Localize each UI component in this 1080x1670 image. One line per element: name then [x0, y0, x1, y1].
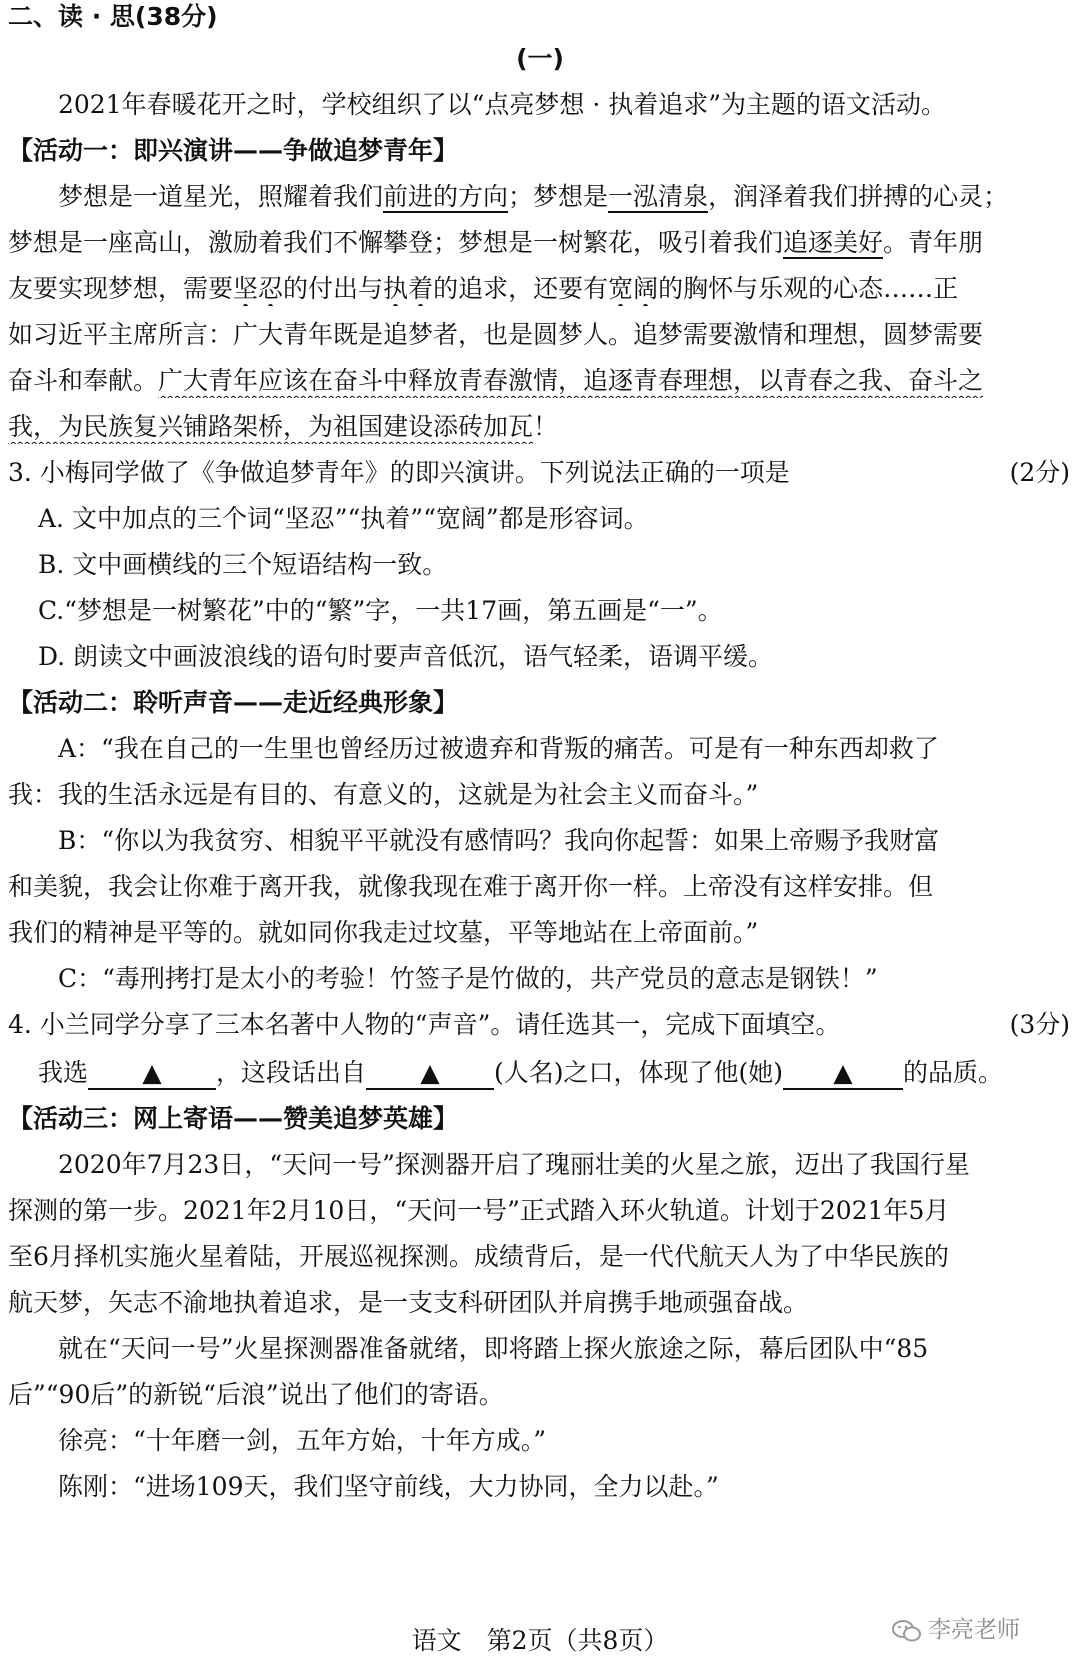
- activity1-line-1: 梦想是一道星光，照耀着我们前进的方向；梦想是一泓清泉，润泽着我们拼搏的心灵；: [58, 182, 1009, 211]
- intro-paragraph: 2021年春暖花开之时，学校组织了以“点亮梦想 · 执着追求”为主题的语文活动。: [58, 90, 947, 119]
- underlined-phrase-3: 追逐美好: [783, 228, 884, 257]
- activity3-line-5: 就在“天问一号”火星探测器准备就绪，即将踏上探火旅途之际，幕后团队中“85: [58, 1334, 929, 1363]
- q4-score: (3分): [1009, 1010, 1070, 1039]
- answer-blank-3[interactable]: ▲: [783, 1058, 903, 1090]
- message-xu-liang: 徐亮：“十年磨一剑，五年方始，十年方成。”: [58, 1426, 547, 1455]
- dotted-char: 执: [383, 274, 409, 303]
- activity1-line-2: 梦想是一座高山，激励着我们不懈攀登；梦想是一树繁花，吸引着我们追逐美好。青年朋: [8, 228, 984, 257]
- wavy-sentence-part-2: 我，为民族复兴铺路架桥，为祖国建设添砖加瓦: [8, 412, 534, 441]
- activity3-line-6: 后”“90后”的新锐“后浪”说出了他们的寄语。: [8, 1380, 504, 1409]
- wechat-icon: [892, 1619, 922, 1643]
- activity2-title: 【活动二：聆听声音——走近经典形象】: [8, 688, 459, 717]
- underlined-phrase-1: 前进的方向: [383, 182, 509, 211]
- answer-blank-1[interactable]: ▲: [88, 1058, 216, 1090]
- quote-b-line-2: 和美貌，我会让你难于离开我，就像我现在难于离开你一样。上帝没有这样安排。但: [8, 872, 934, 901]
- q4-fill-line: 我选 ▲ ，这段话出自 ▲ (人名)之口，体现了他(她) ▲ 的品质。: [38, 1056, 1072, 1090]
- watermark: [892, 1610, 1072, 1650]
- activity3-line-4: 航天梦，矢志不渝地执着追求，是一支支科研团队并肩携手地顽强奋战。: [8, 1288, 809, 1317]
- activity3-line-1: 2020年7月23日，“天问一号”探测器开启了瑰丽壮美的火星之旅，迈出了我国行星: [58, 1150, 970, 1179]
- quote-a-line-2: 我：我的生活永远是有目的、有意义的，这就是为社会主义而奋斗。”: [8, 780, 759, 809]
- q3-option-d: D. 朗读文中画波浪线的语句时要声音低沉，语气轻柔，语调平缓。: [38, 642, 774, 671]
- q3-stem: 3. 小梅同学做了《争做追梦青年》的即兴演讲。下列说法正确的一项是: [8, 458, 790, 487]
- activity3-title: 【活动三：网上寄语——赞美追梦英雄】: [8, 1104, 459, 1133]
- activity3-line-2: 探测的第一步。2021年2月10日，“天问一号”正式踏入环火轨道。计划于2021年5月: [8, 1196, 950, 1225]
- underlined-phrase-2: 一泓清泉: [608, 182, 709, 211]
- page-footer: 语文 第2页（共8页）: [411, 1626, 669, 1655]
- q3-option-b: B. 文中画横线的三个短语结构一致。: [38, 550, 448, 579]
- activity1-title: 【活动一：即兴演讲——争做追梦青年】: [8, 136, 459, 165]
- watermark-text: 李亮老师: [928, 1617, 1020, 1643]
- activity1-line-4: 如习近平主席所言：广大青年既是追梦者，也是圆梦人。追梦需要激情和理想，圆梦需要: [8, 320, 984, 349]
- dotted-char: 阔: [633, 274, 659, 303]
- q4-stem: 4. 小兰同学分享了三本名著中人物的“声音”。请任选其一，完成下面填空。: [8, 1010, 841, 1039]
- dotted-char: 宽: [608, 274, 634, 303]
- activity1-line-5: 奋斗和奉献。广大青年应该在奋斗中释放青春激情，追逐青春理想，以青春之我、奋斗之: [8, 366, 984, 395]
- message-chen-gang: 陈刚：“进场109天，我们坚守前线，大力协同，全力以赴。”: [58, 1472, 719, 1501]
- activity1-line-6: 我，为民族复兴铺路架桥，为祖国建设添砖加瓦！: [8, 412, 559, 441]
- q3-option-a: A. 文中加点的三个词“坚忍”“执着”“宽阔”都是形容词。: [38, 504, 649, 533]
- section-title: 二、读 · 思(38分): [8, 2, 218, 31]
- quote-a-line-1: A：“我在自己的一生里也曾经历过被遗弃和背叛的痛苦。可是有一种东西却救了: [58, 734, 939, 763]
- quote-c-line-1: C：“毒刑拷打是太小的考验！竹签子是竹做的，共产党员的意志是钢铁！”: [58, 964, 878, 993]
- quote-b-line-3: 我们的精神是平等的。就如同你我走过坟墓，平等地站在上帝面前。”: [8, 918, 759, 947]
- dotted-char: 着: [408, 274, 434, 303]
- answer-blank-2[interactable]: ▲: [366, 1058, 494, 1090]
- part-title: (一): [516, 44, 564, 73]
- q3-score: (2分): [1009, 458, 1070, 487]
- dotted-char: 坚: [233, 274, 259, 303]
- wavy-sentence-part-1: 广大青年应该在奋斗中释放青春激情，追逐青春理想，以青春之我、奋斗之: [158, 366, 984, 395]
- quote-b-line-1: B：“你以为我贫穷、相貌平平就没有感情吗？我向你起誓：如果上帝赐予我财富: [58, 826, 940, 855]
- activity3-line-3: 至6月择机实施火星着陆，开展巡视探测。成绩背后，是一代代航天人为了中华民族的: [8, 1242, 949, 1271]
- q3-option-c: C.“梦想是一树繁花”中的“繁”字，一共17画，第五画是“一”。: [38, 596, 723, 625]
- dotted-char: 忍: [258, 274, 284, 303]
- activity1-line-3: 友要实现梦想，需要坚忍的付出与执着的追求，还要有宽阔的胸怀与乐观的心态……正: [8, 274, 959, 303]
